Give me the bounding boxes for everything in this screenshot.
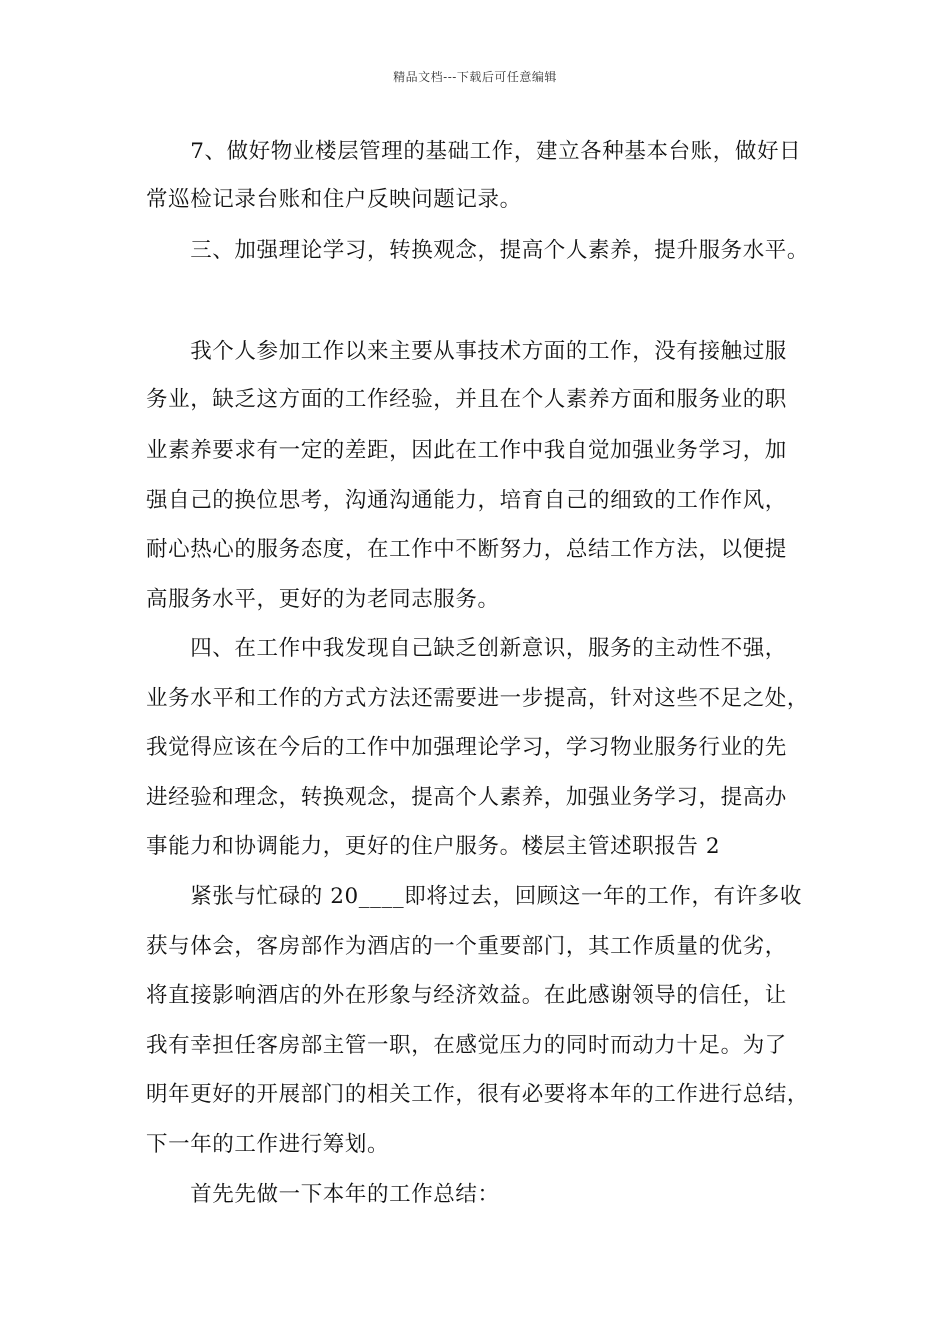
paragraph-4-line-4: 进经验和理念，转换观念，提高个人素养，加强业务学习，提高办 (146, 785, 787, 810)
paragraph-5-line-4: 我有幸担任客房部主管一职，在感觉压力的同时而动力十足。为了 (146, 1033, 787, 1058)
paragraph-5-line-3: 将直接影响酒店的外在形象与经济效益。在此感谢领导的信任，让 (146, 983, 787, 1008)
paragraph-3-line-2: 务业，缺乏这方面的工作经验，并且在个人素养方面和服务业的职 (146, 387, 787, 412)
paragraph-3-line-4: 强自己的换位思考，沟通沟通能力，培育自己的细致的工作作风， (146, 488, 787, 513)
paragraph-3-line-5: 耐心热心的服务态度，在工作中不断努力，总结工作方法，以便提 (146, 537, 787, 562)
paragraph-3-line-3: 业素养要求有一定的差距，因此在工作中我自觉加强业务学习，加 (146, 438, 787, 463)
paragraph-4-line-5: 事能力和协调能力，更好的住户服务。楼层主管述职报告 2 (146, 834, 721, 859)
paragraph-1-line-1: 7、做好物业楼层管理的基础工作，建立各种基本台账，做好日 (146, 139, 802, 164)
paragraph-5-line-1: 紧张与忙碌的 20____即将过去，回顾这一年的工作，有许多收 (146, 884, 802, 909)
page-header: 精品文档---下载后可任意编辑 (393, 70, 557, 84)
paragraph-5-line-2: 获与体会，客房部作为酒店的一个重要部门，其工作质量的优劣， (146, 934, 787, 959)
paragraph-3-line-1: 我个人参加工作以来主要从事技术方面的工作，没有接触过服 (146, 339, 787, 364)
paragraph-1-line-2: 常巡检记录台账和住户反映问题记录。 (146, 187, 522, 212)
paragraph-3-line-6: 高服务水平，更好的为老同志服务。 (146, 587, 500, 612)
paragraph-4-line-3: 我觉得应该在今后的工作中加强理论学习，学习物业服务行业的先 (146, 735, 787, 760)
paragraph-5-line-5: 明年更好的开展部门的相关工作，很有必要将本年的工作进行总结， (146, 1082, 810, 1107)
paragraph-4-line-1: 四、在工作中我发现自己缺乏创新意识，服务的主动性不强， (146, 636, 787, 661)
paragraph-5-line-6: 下一年的工作进行筹划。 (146, 1132, 390, 1157)
paragraph-4-line-2: 业务水平和工作的方式方法还需要进一步提高，针对这些不足之处， (146, 686, 810, 711)
paragraph-6-line-1: 首先先做一下本年的工作总结： (146, 1182, 500, 1207)
paragraph-2-line-1: 三、加强理论学习，转换观念，提高个人素养，提升服务水平。 (146, 238, 810, 263)
